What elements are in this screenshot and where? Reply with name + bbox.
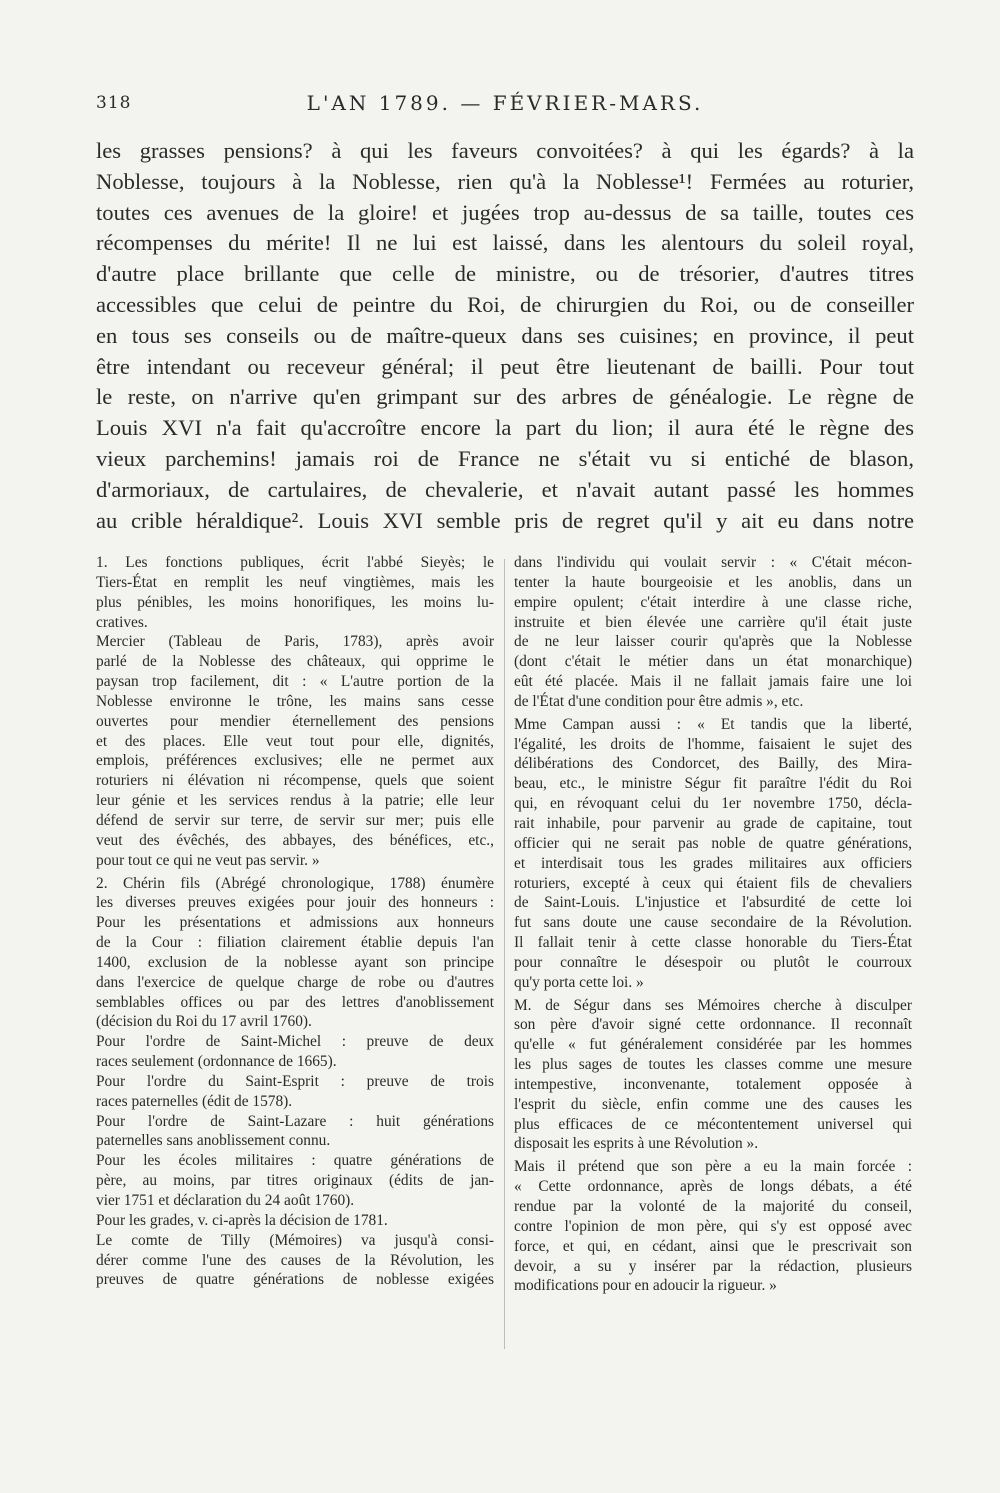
footnote-line: l'esprit du siècle, enfin comme une des causes les <box>514 1095 912 1113</box>
footnote-line: ouvertes pour mendier éternellement des pensions <box>96 712 494 730</box>
footnote-line: empire opulent; c'était interdire à une classe riche, <box>514 593 912 611</box>
footnote-line: de l'État d'une condition pour être admis », etc. <box>514 692 804 710</box>
text-line: accessibles que celui de peintre du Roi, de chirurgien du Roi, ou de conseiller <box>96 291 914 317</box>
footnote-line: Tiers-État en remplit les neuf vingtièmes, mais les <box>96 573 494 591</box>
footnote-line: roturiers, excepté à ceux qui étaient fils de chevaliers <box>514 874 912 892</box>
footnote-line: pour tout ce qui ne veut pas servir. » <box>96 851 320 869</box>
footnote-line: Pour l'ordre de Saint-Lazare : huit générations <box>96 1112 494 1130</box>
footnote-line: cratives. <box>96 613 148 631</box>
running-head: L'AN 1789. — FÉVRIER-MARS. <box>306 91 704 115</box>
footnote-line: Il fallait tenir à cette classe honorable du Tiers-État <box>514 934 912 952</box>
text-line: Louis XVI n'a fait qu'accroître encore la part du lion; il aura été le règne des <box>96 415 914 441</box>
footnote-line: et interdisait tous les grades militaires aux officiers <box>514 854 912 872</box>
text-line: d'autre place brillante que celle de ministre, ou de trésorier, d'autres titres <box>96 261 914 287</box>
text-line: les grasses pensions? à qui les faveurs convoitées? à qui les égards? à la <box>96 138 914 163</box>
footnote-line: tenter la haute bourgeoisie et les anoblis, dans un <box>514 573 912 591</box>
text-line: au crible héraldique². Louis XVI semble pris de regret qu'il y ait eu dans notre <box>96 507 914 533</box>
footnote-line: races paternelles (édit de 1578). <box>96 1092 293 1110</box>
main-text <box>96 136 914 536</box>
footnote-line: intempestive, inconvenante, totalement opposée à <box>514 1075 912 1093</box>
footnote-line: 1400, exclusion de la noblesse ayant son principe <box>96 953 494 971</box>
footnote-line: dans l'individu qui voulait servir : « C'était mécon- <box>514 554 912 571</box>
footnote-line: Mais il prétend que son père a eu la main forcée : <box>514 1158 912 1176</box>
footnote-line: paternelles sans anoblissement connu. <box>96 1132 331 1150</box>
footnote-line: qu'y porta cette loi. » <box>514 973 644 991</box>
footnote-line: semblables offices ou par des lettres d'anoblissement <box>96 993 494 1011</box>
footnote-line: veut des évêchés, des abbayes, des bénéfices, etc., <box>96 831 494 849</box>
text-line: en tous ses conseils ou de maître-queux dans ses cuisines; en province, il peut <box>96 322 914 348</box>
footnote-line: dérer comme l'une des causes de la Révolution, les <box>96 1251 494 1269</box>
footnote-line: pour connaître le désespoir ou plutôt le courroux <box>514 953 912 971</box>
footnote-line: M. de Ségur dans ses Mémoires cherche à disculper <box>514 996 912 1014</box>
footnote-line: Pour l'ordre de Saint-Michel : preuve de deux <box>96 1033 494 1051</box>
footnote-line: force, et qui, en cédant, ainsi que le prescrivait son <box>514 1237 912 1255</box>
footnote-line: Mme Campan aussi : « Et tandis que la liberté, <box>514 715 912 733</box>
page-header <box>96 93 914 123</box>
text-line: Noblesse, toujours à la Noblesse, rien qu'à la Noblesse¹! Fermées au roturier, <box>96 168 914 194</box>
footnote-line: disposait les esprits à une Révolution ». <box>514 1135 759 1153</box>
footnotes-right-column <box>514 553 912 1296</box>
footnote-line: qui, en révoquant celui du 1er novembre 1750, décla- <box>514 795 912 813</box>
text-line: vieux parchemins! jamais roi de France ne s'était vu si entiché de blason, <box>96 445 914 471</box>
text-line: le reste, on n'arrive qu'en grimpant sur des arbres de généalogie. Le règne de <box>96 384 914 410</box>
footnote-line: délibérations des Condorcet, des Bailly, des Mira- <box>514 755 912 773</box>
footnote-line: (décision du Roi du 17 avril 1760). <box>96 1013 312 1031</box>
footnote-line: eût été placée. Mais il ne fallait jamais faire une loi <box>514 673 912 691</box>
footnote-line: dans l'exercice de quelque charge de robe ou d'autres <box>96 973 494 991</box>
footnote-line: beau, etc., le ministre Ségur fit paraître l'édit du Roi <box>514 775 912 793</box>
footnote-line: son père d'avoir signé cette ordonnance. Il reconnaît <box>514 1016 912 1034</box>
footnote-line: et des places. Elle veut tout pour elle, dignités, <box>96 732 494 750</box>
footnote-line: contre l'opinion de mon père, qui s'y est opposé avec <box>514 1217 912 1235</box>
footnote-line: parlé de la Noblesse des châteaux, qui opprime le <box>96 653 494 671</box>
page-number: 318 <box>96 93 132 113</box>
footnote-line: « Cette ordonnance, après de longs débats, a été <box>514 1178 912 1196</box>
text-line: récompenses du mérite! Il ne lui est laissé, dans les alentours du soleil royal, <box>96 230 914 256</box>
column-divider <box>504 559 505 1349</box>
footnote-line: Mercier (Tableau de Paris, 1783), après avoir <box>96 633 494 651</box>
footnote-line: de la Cour : filiation clairement établie depuis l'an <box>96 934 494 952</box>
text-line: être intendant ou receveur général; il peut être lieutenant de bailli. Pour tout <box>96 353 914 379</box>
footnote-line: preuves de quatre générations de noblesse exigées <box>96 1271 494 1289</box>
footnote-line: plus efficaces de ce mécontentement universel qui <box>514 1115 912 1133</box>
footnote-line: fut sans doute une cause secondaire de la Révolution. <box>514 914 912 932</box>
footnote-line: 2. Chérin fils (Abrégé chronologique, 1788) énumère <box>96 874 494 892</box>
footnote-line: rait inhabile, pour parvenir au grade de capitaine, tout <box>514 814 912 832</box>
footnote-line: officier qui ne serait pas noble de quatre générations, <box>514 834 912 852</box>
footnote-line: de ne leur laisser courir qu'après que la Noblesse <box>514 633 912 651</box>
footnotes-left-column <box>96 553 494 1290</box>
footnote-line: paysan trop facilement, dit : « L'autre portion de la <box>96 673 494 691</box>
footnote-line: défend de servir sur terre, de servir sur mer; puis elle <box>96 811 494 829</box>
footnote-line: Noblesse environne le trône, les mains sans cesse <box>96 692 494 710</box>
footnote-line: les plus sages de toutes les classes comme une mesure <box>514 1056 912 1074</box>
footnote-line: Pour les grades, v. ci-après la décision de 1781. <box>96 1211 388 1229</box>
footnote-line: rendue par la volonté de la majorité du conseil, <box>514 1198 912 1215</box>
footnote-line: devoir, a su y insérer par la rédaction, plusieurs <box>514 1257 912 1275</box>
footnote-line: vier 1751 et déclaration du 24 août 1760). <box>96 1192 355 1209</box>
footnote-line: Le comte de Tilly (Mémoires) va jusqu'à consi- <box>96 1231 494 1249</box>
footnote-line: qu'elle « fut généralement considérée par les hommes <box>514 1036 912 1054</box>
footnote-line: plus pénibles, les moins honorifiques, les moins lu- <box>96 593 494 611</box>
footnote-line: Pour les écoles militaires : quatre générations de <box>96 1152 494 1170</box>
text-line: d'armoriaux, de cartulaires, de chevalerie, et n'avait autant passé les hommes <box>96 476 914 502</box>
footnote-line: Pour les présentations et admissions aux honneurs <box>96 914 494 932</box>
footnote-line: les diverses preuves exigées pour jouir des honneurs : <box>96 894 494 912</box>
footnote-line: emplois, préférences exclusives; elle ne permet aux <box>96 752 494 770</box>
footnote-line: Pour l'ordre du Saint-Esprit : preuve de trois <box>96 1072 494 1090</box>
footnote-line: l'égalité, les droits de l'homme, faisaient le sujet des <box>514 735 912 753</box>
footnote-line: modifications pour en adoucir la rigueur. » <box>514 1277 777 1295</box>
footnote-line: (dont c'était le métier dans un état monarchique) <box>514 653 912 671</box>
footnote-line: leur génie et les services rendus à la patrie; elle leur <box>96 792 494 810</box>
footnote-line: races seulement (ordonnance de 1665). <box>96 1053 337 1071</box>
footnote-line: instruite et bien élevée une carrière qu'il était juste <box>514 613 912 631</box>
footnote-line: de Saint-Louis. L'injustice et l'absurdité de cette loi <box>514 894 912 912</box>
footnote-line: 1. Les fonctions publiques, écrit l'abbé Sieyès; le <box>96 554 494 571</box>
footnote-line: roturiers ni élévation ni récompense, quels que soient <box>96 772 494 790</box>
footnote-line: père, au moins, par titres originaux (édits de jan- <box>96 1172 494 1190</box>
text-line: toutes ces avenues de la gloire! et jugées trop au-dessus de sa taille, toutes ces <box>96 199 914 225</box>
